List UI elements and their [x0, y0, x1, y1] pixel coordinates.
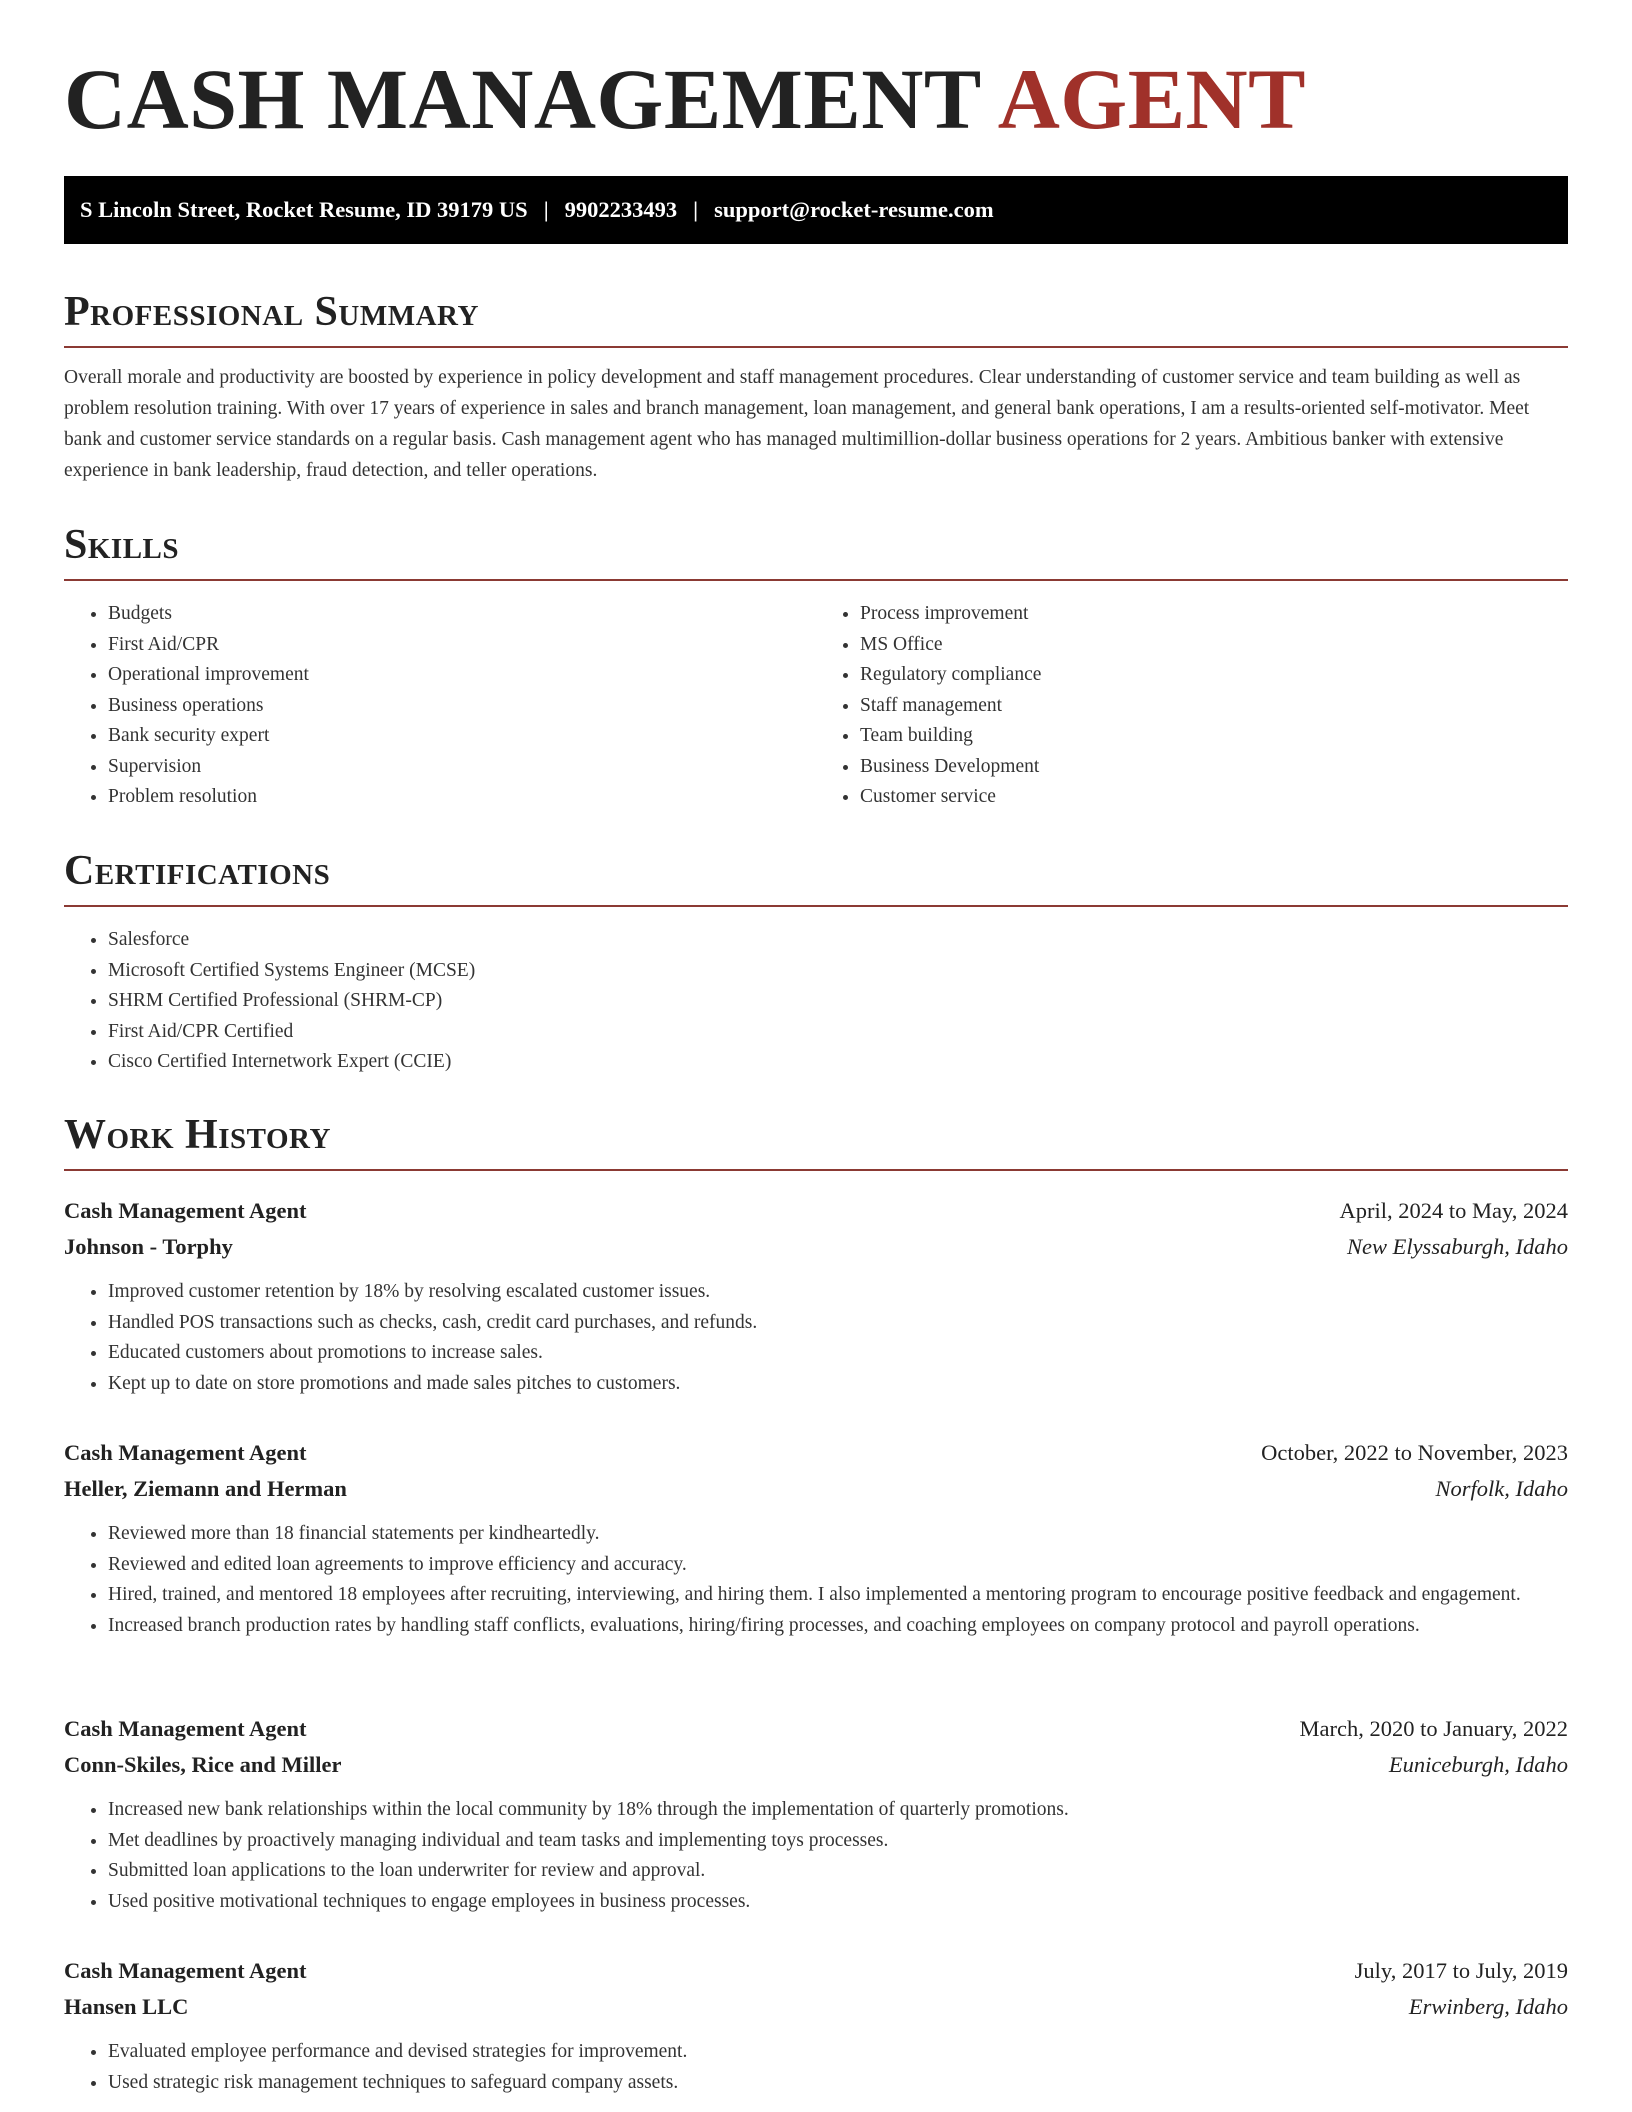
job-bullet: • Evaluated employee performance and devised strategies for improvement. [108, 2037, 1568, 2068]
skills-heading: Skills [64, 517, 1568, 581]
contact-address: S Lincoln Street, Rocket Resume, ID 39179 US [80, 197, 528, 222]
job-bullet: • Increased new bank relationships within the local community by 18% through the implementation of quarterly promotions. [108, 1795, 1568, 1826]
job-bullets [64, 1277, 1568, 1399]
job-company: Johnson - Torphy [64, 1234, 233, 1259]
skills-list-right [816, 599, 1568, 813]
certification-item: • Salesforce [108, 925, 1568, 956]
job-bullet: • Used positive motivational techniques to engage employees in business processes. [108, 1887, 1568, 1918]
summary-text: Overall morale and productivity are boosted by experience in policy development and staff management procedures. Clear understanding of customer service and team building as well as problem resolution training. With over 17 years of experience in sales and branch management, loan management, and general bank operations, I am a results-oriented self-motivator. Meet bank and customer service standards on a regular basis. Cash management agent who has managed multimillion-dollar business operations for 2 years. Ambitious banker with extensive experience in bank leadership, fraud detection, and teller operations. [64, 367, 1530, 481]
contact-separator: | [543, 197, 549, 222]
contact-bar [64, 176, 1568, 244]
certification-item: • SHRM Certified Professional (SHRM-CP) [108, 986, 1568, 1017]
job-bullet: • Kept up to date on store promotions and made sales pitches to customers. [108, 1369, 1568, 1400]
contact-separator: | [693, 197, 699, 222]
job-entry [64, 1435, 1568, 1641]
work-history-section [64, 1107, 1568, 1171]
job-bullets [64, 2037, 1568, 2098]
job-location: Euniceburgh, Idaho [1388, 1752, 1568, 1777]
job-dates: March, 2020 to January, 2022 [1299, 1716, 1568, 1741]
job-bullet: • Used strategic risk management techniques to safeguard company assets. [108, 2068, 1568, 2099]
job-entry [64, 1711, 1568, 1917]
certification-item: • Microsoft Certified Systems Engineer (MCSE) [108, 956, 1568, 987]
certification-item: • Cisco Certified Internetwork Expert (CCIE) [108, 1047, 1568, 1078]
skill-item: • Team building [860, 721, 1568, 752]
resume-title [64, 50, 1306, 149]
job-bullet: • Improved customer retention by 18% by resolving escalated customer issues. [108, 1277, 1568, 1308]
summary-section [64, 284, 1568, 486]
certifications-list [64, 925, 1568, 1078]
skill-item: • Supervision [108, 752, 816, 783]
job-bullets [64, 1519, 1568, 1641]
skill-item: • Staff management [860, 691, 1568, 722]
job-entry [64, 1953, 1568, 2098]
job-dates: October, 2022 to November, 2023 [1261, 1440, 1568, 1465]
skill-item: • Process improvement [860, 599, 1568, 630]
certification-item: • First Aid/CPR Certified [108, 1017, 1568, 1048]
job-bullet: • Reviewed more than 18 financial statements per kindheartedly. [108, 1519, 1568, 1550]
job-dates: July, 2017 to July, 2019 [1354, 1958, 1568, 1983]
job-bullet: • Met deadlines by proactively managing individual and team tasks and implementing toys processes. [108, 1826, 1568, 1857]
job-bullet: • Increased branch production rates by handling staff conflicts, evaluations, hiring/firing processes, and coaching employees on company protocol and payroll operations. [108, 1611, 1568, 1642]
skill-item: • Business Development [860, 752, 1568, 783]
job-title: Cash Management Agent [64, 1958, 307, 1983]
certifications-section [64, 843, 1568, 1078]
job-bullet: • Submitted loan applications to the loan underwriter for review and approval. [108, 1856, 1568, 1887]
skills-list-left [64, 599, 816, 813]
job-title: Cash Management Agent [64, 1716, 307, 1741]
job-location: New Elyssaburgh, Idaho [1346, 1234, 1568, 1259]
job-bullet: • Hired, trained, and mentored 18 employees after recruiting, interviewing, and hiring them. I also implemented a mentoring program to encourage positive feedback and engagement. [108, 1580, 1568, 1611]
skill-item: • Problem resolution [108, 782, 816, 813]
contact-email[interactable]: support@rocket-resume.com [714, 197, 994, 222]
summary-heading: Professional Summary [64, 284, 1568, 348]
contact-phone: 9902233493 [564, 197, 678, 222]
job-company: Hansen LLC [64, 1994, 189, 2019]
job-bullet: • Reviewed and edited loan agreements to improve efficiency and accuracy. [108, 1550, 1568, 1581]
job-company: Conn-Skiles, Rice and Miller [64, 1752, 342, 1777]
title-main: CASH MANAGEMENT [64, 51, 982, 147]
skill-item: • Operational improvement [108, 660, 816, 691]
skill-item: • First Aid/CPR [108, 630, 816, 661]
skill-item: • Bank security expert [108, 721, 816, 752]
job-title: Cash Management Agent [64, 1198, 307, 1223]
job-title: Cash Management Agent [64, 1440, 307, 1465]
skill-item: • Regulatory compliance [860, 660, 1568, 691]
skills-grid [64, 581, 1568, 813]
job-bullets [64, 1795, 1568, 1917]
job-bullet: • Educated customers about promotions to increase sales. [108, 1338, 1568, 1369]
job-location: Erwinberg, Idaho [1408, 1994, 1568, 2019]
job-location: Norfolk, Idaho [1435, 1476, 1568, 1501]
skill-item: • Customer service [860, 782, 1568, 813]
work-history-heading: Work History [64, 1107, 1568, 1171]
skill-item: • Business operations [108, 691, 816, 722]
job-dates: April, 2024 to May, 2024 [1339, 1198, 1568, 1223]
title-accent: AGENT [997, 51, 1307, 147]
job-bullet: • Handled POS transactions such as checks, cash, credit card purchases, and refunds. [108, 1308, 1568, 1339]
skill-item: • Budgets [108, 599, 816, 630]
certifications-heading: Certifications [64, 843, 1568, 907]
job-company: Heller, Ziemann and Herman [64, 1476, 347, 1501]
skills-section [64, 517, 1568, 813]
job-entry [64, 1193, 1568, 1399]
skill-item: • MS Office [860, 630, 1568, 661]
